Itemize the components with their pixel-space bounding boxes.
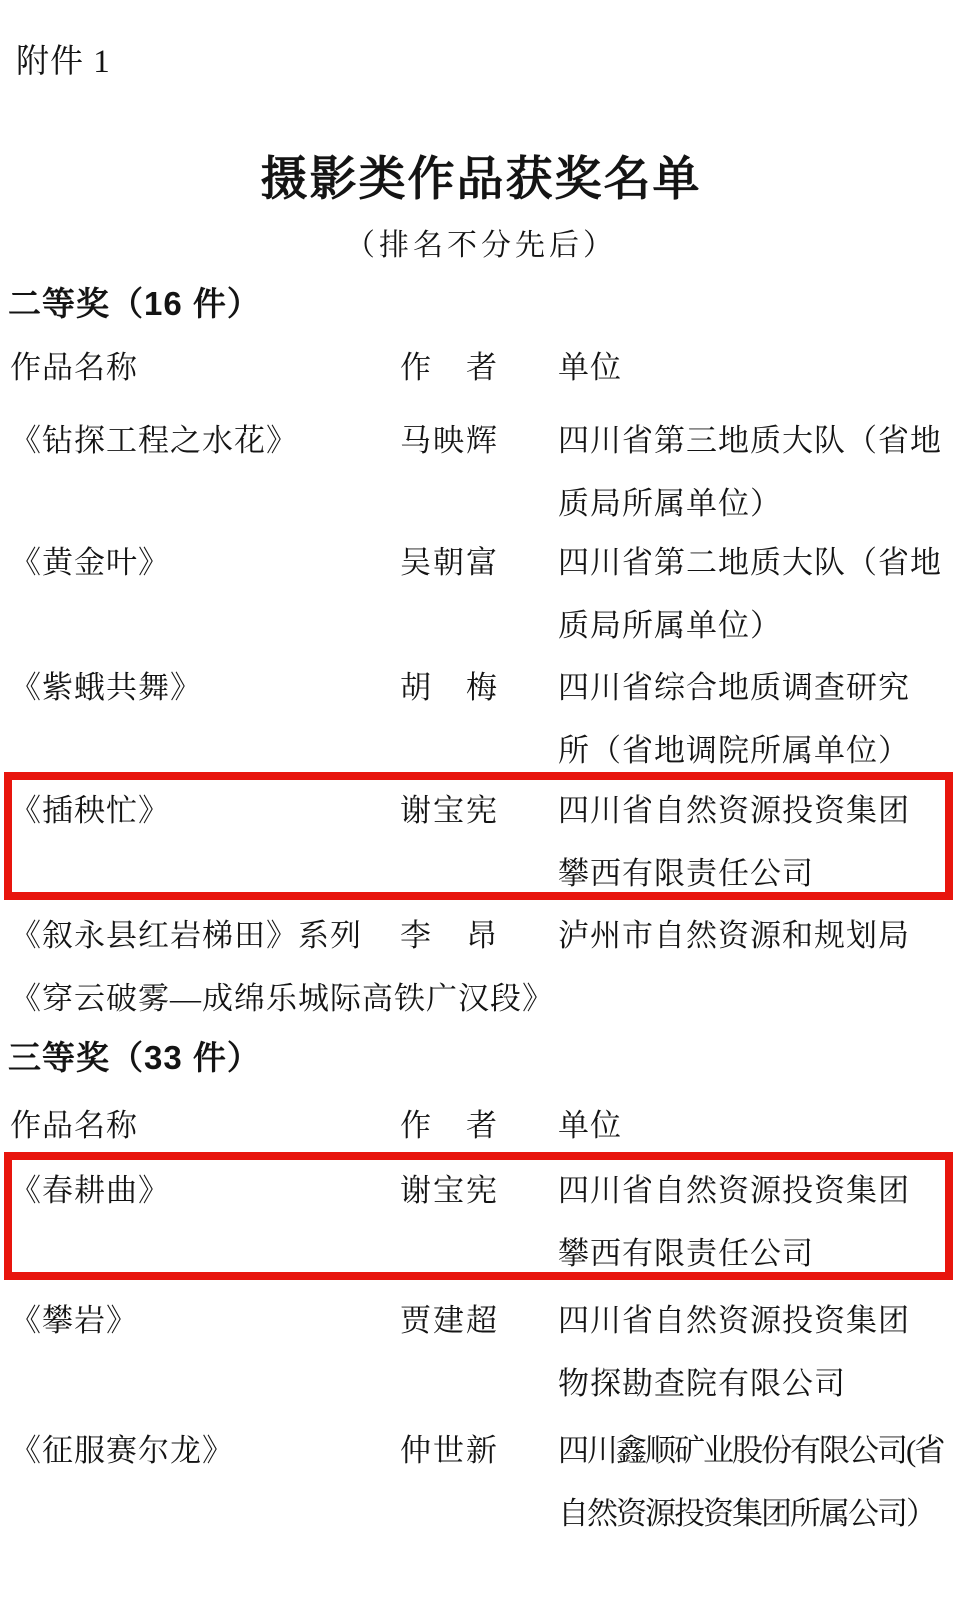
unit-line: 四川省第三地质大队（省地 (558, 423, 942, 458)
section-heading-second-prize: 二等奖（16 件） (8, 285, 261, 322)
work-title-cell: 《春耕曲》 (10, 1173, 170, 1208)
unit-line: 四川省自然资源投资集团 (558, 1173, 910, 1208)
author-cell: 李 昂 (400, 918, 499, 953)
unit-line: 自然资源投资集团所属公司） (558, 1496, 935, 1531)
unit-line: 四川鑫顺矿业股份有限公司(省 (558, 1433, 944, 1468)
col-header-author: 作 者 (400, 350, 499, 385)
unit-cell (558, 656, 962, 782)
work-title-cell: 《叙永县红岩梯田》系列 (10, 918, 362, 953)
col-header-unit: 单位 (558, 1108, 622, 1143)
unit-line: 攀西有限责任公司 (558, 856, 814, 891)
work-title-cell: 《插秧忙》 (10, 793, 170, 828)
unit-line: 四川省自然资源投资集团 (558, 1303, 910, 1338)
col-header-work: 作品名称 (10, 350, 138, 385)
unit-cell (558, 409, 962, 535)
section-heading-third-prize: 三等奖（33 件） (8, 1039, 261, 1076)
unit-line: 四川省第二地质大队（省地 (558, 545, 942, 580)
work-title-cell: 《穿云破雾—成绵乐城际高铁广汉段》 (10, 981, 554, 1016)
author-cell: 马映辉 (400, 423, 499, 458)
unit-cell (558, 1419, 962, 1545)
author-cell: 仲世新 (400, 1433, 499, 1468)
page-subtitle: （排名不分先后） (345, 229, 617, 262)
unit-line: 所（省地调院所属单位） (558, 733, 910, 768)
unit-line: 质局所属单位） (558, 486, 782, 521)
author-cell: 吴朝富 (400, 545, 499, 580)
unit-cell (558, 531, 962, 657)
author-cell: 谢宝宪 (400, 793, 499, 828)
page-title: 摄影类作品获奖名单 (260, 154, 702, 206)
col-header-author: 作 者 (400, 1108, 499, 1143)
unit-cell (558, 1159, 962, 1285)
author-cell: 谢宝宪 (400, 1173, 499, 1208)
unit-line: 物探勘查院有限公司 (558, 1366, 846, 1401)
attachment-label: 附件 1 (16, 44, 111, 80)
author-cell: 胡 梅 (400, 670, 499, 705)
unit-cell (558, 779, 962, 905)
author-cell: 贾建超 (400, 1303, 499, 1338)
work-title-cell: 《钻探工程之水花》 (10, 423, 298, 458)
work-title-cell: 《攀岩》 (10, 1303, 138, 1338)
col-header-work: 作品名称 (10, 1108, 138, 1143)
unit-cell (558, 904, 962, 967)
work-title-cell: 《紫蛾共舞》 (10, 670, 202, 705)
unit-cell (558, 1289, 962, 1415)
col-header-unit: 单位 (558, 350, 622, 385)
work-title-cell: 《征服赛尔龙》 (10, 1433, 234, 1468)
unit-line: 四川省综合地质调查研究 (558, 670, 910, 705)
unit-line: 泸州市自然资源和规划局 (558, 918, 910, 953)
unit-line: 攀西有限责任公司 (558, 1236, 814, 1271)
unit-line: 四川省自然资源投资集团 (558, 793, 910, 828)
work-title-cell: 《黄金叶》 (10, 545, 170, 580)
unit-line: 质局所属单位） (558, 608, 782, 643)
